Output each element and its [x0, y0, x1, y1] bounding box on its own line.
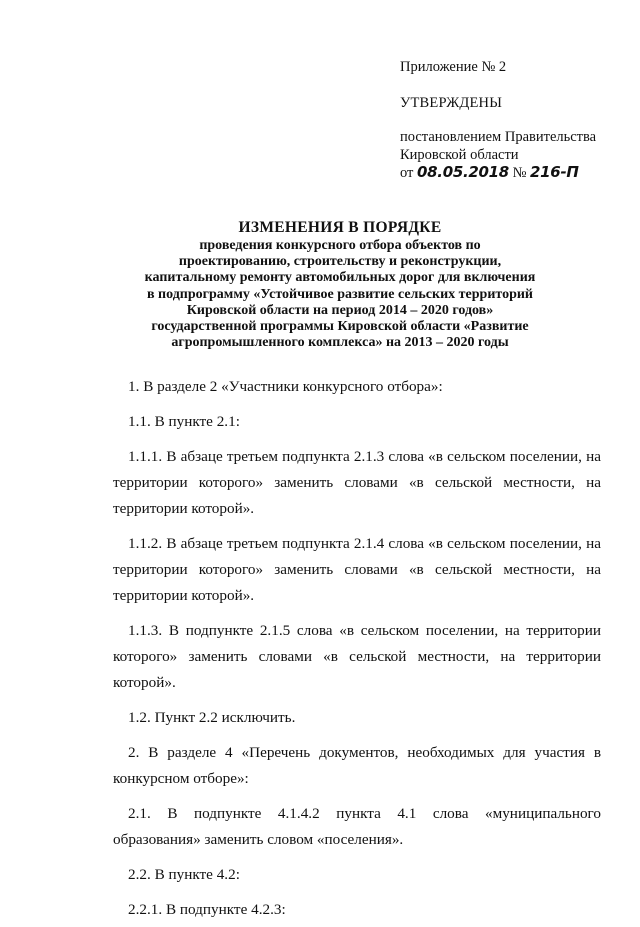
handwritten-date: 08.05.2018: [417, 163, 509, 181]
paragraph: 2.1. В подпункте 4.1.4.2 пункта 4.1 слова «муниципального образования» заменить словом «поселения».: [113, 805, 601, 848]
date-number-line: [400, 163, 579, 183]
date-prefix: от: [400, 165, 414, 181]
paragraph: 1.1.3. В подпункте 2.1.5 слова «в сельском поселении, на территории которого» заменить словами «в сельской местности, на территории которой».: [113, 622, 601, 691]
paragraph: 2.2. В пункте 4.2:: [128, 866, 240, 883]
approved-label: УТВЕРЖДЕНЫ: [400, 95, 503, 111]
document-body: [113, 374, 601, 927]
appendix-label: Приложение № 2: [400, 59, 507, 75]
paragraph: 1.1.1. В абзаце третьем подпункта 2.1.3 слова «в сельском поселении, на территории которого» заменить словами «в сельской местности, на территории которой».: [113, 448, 601, 517]
title-line: государственной программы Кировской области «Развитие: [151, 319, 529, 335]
title-line: проведения конкурсного отбора объектов по: [199, 238, 481, 253]
paragraph: 2.2.1. В подпункте 4.2.3:: [128, 901, 286, 918]
resolution-line-2: Кировской области: [400, 147, 519, 163]
document-title: [110, 218, 570, 351]
number-sign: №: [512, 165, 527, 181]
title-line: в подпрограмму «Устойчивое развитие сельских территорий: [147, 286, 533, 302]
paragraph: 1.1. В пункте 2.1:: [128, 413, 240, 430]
resolution-line-1: постановлением Правительства: [400, 129, 597, 145]
paragraph: 1. В разделе 2 «Участники конкурсного отбора»:: [128, 378, 443, 395]
paragraph: 2. В разделе 4 «Перечень документов, необходимых для участия в конкурсном отборе»:: [113, 744, 601, 787]
title-main: ИЗМЕНЕНИЯ В ПОРЯДКЕ: [238, 219, 442, 236]
title-line: агропромышленного комплекса» на 2013 – 2020 годы: [171, 335, 509, 351]
paragraph: 1.1.2. В абзаце третьем подпункта 2.1.4 слова «в сельском поселении, на территории которого» заменить словами «в сельской местности, на территории которой».: [113, 535, 601, 604]
paragraph: 1.2. Пункт 2.2 исключить.: [128, 709, 296, 726]
title-line: Кировской области на период 2014 – 2020 годов»: [186, 302, 494, 318]
handwritten-number: 216-П: [530, 163, 579, 181]
title-line: капитальному ремонту автомобильных дорог для включения: [144, 270, 536, 286]
title-line: проектированию, строительству и реконструкции,: [178, 254, 502, 270]
